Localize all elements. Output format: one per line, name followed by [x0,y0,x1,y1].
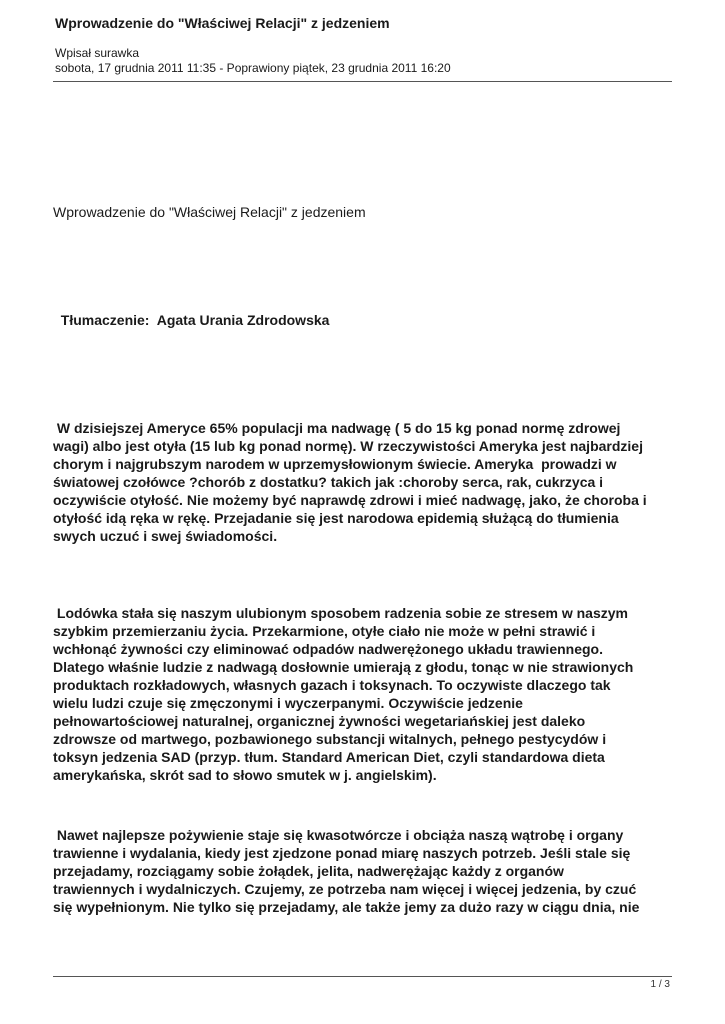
text-line: otyłość idą ręka w rękę. Przejadanie się jest narodowa epidemią służącą do tłumienia [53,510,619,526]
translator-credit: Tłumaczenie: Agata Urania Zdrodowska [53,312,330,328]
text-line: toksyn jedzenia SAD (przyp. tłum. Standard American Diet, czyli standardowa dieta [53,749,605,765]
text-line: chorym i najgrubszym narodem w uprzemysłowionym świecie. Ameryka prowadzi w [53,456,617,472]
text-line: Lodówka stała się naszym ulubionym sposobem radzenia sobie ze stresem w naszym [53,605,628,621]
article-meta [55,46,451,76]
text-line: światowej czołówce ?chorób z dostatku? takich jak :choroby serca, rak, cukrzyca i [53,474,604,490]
paragraph-2 [53,604,673,784]
text-line: przejadamy, rozciągamy sobie żołądek, jelita, nadwerężając każdy z organów [53,863,564,879]
text-line: wagi) albo jest otyła (15 lub kg ponad normę). W rzeczywistości Ameryka jest najbardziej [53,438,643,454]
text-line: oczywiście otyłość. Nie możemy być naprawdę zdrowi i mieć nadwagę, jako, że choroba i [53,492,647,508]
text-line: wchłonąć żywności czy eliminować odpadów nadwerężonego układu trawiennego. [53,641,603,657]
text-line: trawiennych i wydalniczych. Czujemy, ze potrzeba nam więcej i więcej jedzenia, by czuć [53,881,637,897]
paragraph-3 [53,826,673,916]
text-line: zdrowsze od martwego, pozbawionego substancji witalnych, pełnego pestycydów i [53,731,607,747]
text-line: szybkim przemierzaniu życia. Przekarmione, otyłe ciało nie może w pełni strawić i [53,623,596,639]
text-line: się wypełnionym. Nie tylko się przejadamy, ale także jemy za dużo razy w ciągu dnia, nie [53,899,640,915]
text-line: Dlatego właśnie ludzie z nadwagą dosłownie umierają z głodu, tonąc w nie strawionych [53,659,634,675]
text-line: pełnowartościowej naturalnej, organicznej żywności wegetariańskiej jest daleko [53,713,586,729]
text-line: W dzisiejszej Ameryce 65% populacji ma nadwagę ( 5 do 15 kg ponad normę zdrowej [53,420,621,436]
text-line: amerykańska, skrót sad to słowo smutek w j. angielskim). [53,767,437,783]
footer-divider [53,976,672,977]
article-subtitle: Wprowadzenie do "Właściwej Relacji" z jedzeniem [53,204,366,220]
document-title: Wprowadzenie do "Właściwej Relacji" z jedzeniem [55,15,390,31]
text-line: wielu ludzi czuje się zmęczonymi i wyczerpanymi. Oczywiście jedzenie [53,695,523,711]
paragraph-1 [53,419,673,545]
text-line: Nawet najlepsze pożywienie staje się kwasotwórcze i obciąża naszą wątrobę i organy [53,827,624,843]
page-number: 1 / 3 [650,979,670,990]
author-line: Wpisał surawka [55,46,140,60]
header-divider [53,81,672,82]
text-line: produktach rozkładowych, własnych gazach i toksynach. To oczywiste dlaczego tak [53,677,611,693]
text-line: trawienne i wydalania, kiedy jest zjedzone ponad miarę naszych potrzeb. Jeśli stale się [53,845,631,861]
text-line: swych uczuć i swej świadomości. [53,528,278,544]
date-line: sobota, 17 grudnia 2011 11:35 - Poprawiony piątek, 23 grudnia 2011 16:20 [55,61,451,75]
